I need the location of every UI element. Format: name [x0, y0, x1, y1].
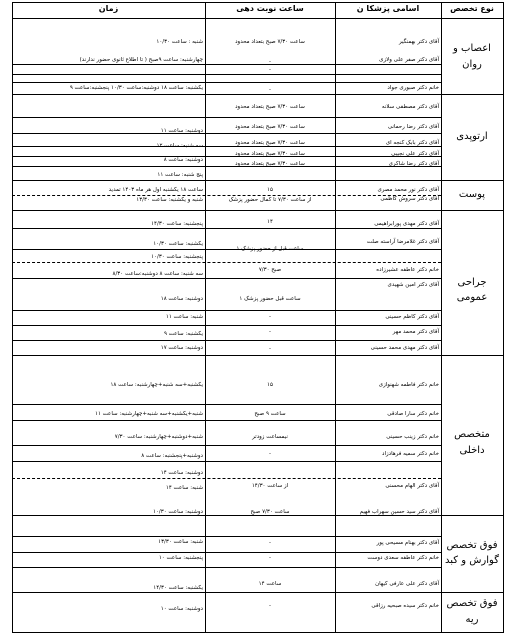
specialty-4: متخصص داخلی — [454, 429, 490, 456]
time-slot: دوشنبه+پنجشنبه: ساعت ۸ — [141, 453, 203, 459]
visit-hours: ساعت ۱۴ — [258, 581, 282, 587]
doctor-name: آقای دکتر کاظم حسینی — [385, 314, 439, 320]
time-slot: شنبه+دوشنبه+چهارشنبه: ساعت ۷/۳۰ — [114, 434, 203, 440]
row-rule — [12, 567, 441, 568]
row-rule — [12, 404, 441, 405]
header-specialty: نوع تخصص — [450, 4, 494, 13]
time-slot: شنبه : ساعت ۱۰/۳۰ — [156, 39, 203, 45]
row-rule-dashed — [12, 478, 441, 480]
time-slot: پنجشنبه: ساعت ۱۰ — [158, 555, 203, 561]
time-slot: شنبه و یکشنبه: ساعت ۱۳/۳۰ — [136, 197, 203, 203]
doctor-name: آقای دکتر غلامرضا آراسته صلت — [366, 239, 439, 245]
time-slot: شنبه: ساعت ۱۳/۳۰ — [158, 539, 203, 545]
doctor-name: خانم دکتر زینب حسینی — [386, 434, 439, 440]
visit-hours: ساعت ۷/۳۰ صبح — [250, 509, 290, 515]
visit-hours: - — [269, 346, 271, 352]
table-bottom-rule — [12, 632, 504, 633]
doctor-name: آقای دکتر رضا شاکری — [388, 161, 439, 167]
visit-hours: - — [269, 540, 271, 546]
time-slot: دوشنبه: ساعت ۱۰/۳۰ — [153, 509, 203, 515]
visit-hours: - — [269, 555, 271, 561]
visit-hours: ساعت ۹ صبح — [254, 411, 286, 417]
doctor-name: آقای دکتر نور محمد مصری — [377, 187, 439, 193]
visit-hours: - — [269, 314, 271, 320]
doctor-name: آقای دکتر مهدی پورابراهیمی — [374, 221, 439, 227]
time-slot: دوشنبه: ساعت ۱۴ — [160, 470, 203, 476]
specialty-5: فوق تخصص گوارش و کبد — [445, 539, 499, 566]
row-rule — [12, 552, 441, 553]
visit-hours: - — [269, 67, 271, 73]
row-rule — [12, 340, 441, 341]
visit-hours: ساعت ۷/۳۰ صبح بتعداد محدود — [235, 140, 305, 146]
time-slot: دوشنبه: ساعت ۱۰ — [160, 606, 203, 612]
time-slot: ساعت ۱۸ یکشنبه اول هر ماه ۱۴۰۳ تمدید — [108, 187, 203, 193]
time-slot: چهارشنبه: ساعت ۹صبح ( تا اطلاع ثانوی حضور ندارند) — [79, 57, 203, 63]
column-rule — [335, 2, 336, 632]
header-visit-hours: ساعت نوبت دهی — [236, 4, 304, 13]
visit-hours: ساعت ۷/۳۰ صبح بتعداد محدود — [235, 151, 305, 157]
column-rule — [205, 2, 206, 632]
specialty-0: اعصاب و روان — [453, 43, 491, 70]
doctor-name: آقای دکتر علی عارفی کیهان — [375, 581, 439, 587]
doctor-name: آقای دکتر علی نجیبی — [391, 151, 439, 157]
time-slot: سه شنبه: ساعت ۱۲ — [156, 143, 203, 149]
row-rule — [12, 82, 441, 83]
doctor-name: خانم دکتر سارا صادقی — [387, 411, 439, 417]
row-rule — [12, 117, 441, 118]
visit-hours: ساعت ۷/۳۰ صبح بتعداد محدود — [235, 39, 305, 45]
visit-hours: ۷/۳۰ صبح — [258, 267, 282, 273]
row-rule — [12, 325, 441, 326]
time-slot: یکشنبه: ساعت ۱۸ دوشنبه:ساعت ۱۰/۳۰ پنجشنبه:ساعت ۹ — [69, 85, 203, 91]
visit-hours: - — [269, 329, 271, 335]
time-slot: دوشنبه: ساعت ۱۸ — [160, 296, 203, 302]
doctor-name: خانم دکتر عاطفه سعدی دوست — [367, 555, 439, 561]
visit-hours: ۱۵ — [267, 187, 273, 193]
doctor-name: آقای دکتر مصطفی سلانه — [381, 104, 439, 110]
doctor-name: خانم دکتر سیده صبحیه رزاقی — [371, 603, 439, 609]
doctor-name: آقای دکتر سروش کاظمی — [380, 196, 439, 202]
visit-hours: - — [269, 603, 271, 609]
header-doctors: اسامی پزشکا ن — [356, 4, 420, 13]
time-slot: دوشنبه: ساعت ۱۷ — [160, 345, 203, 351]
doctor-name: آقای دکتر رضا رحمانی — [387, 124, 439, 130]
doctor-name: آقای دکتر مهدی محمد حسینی — [370, 345, 439, 351]
doctor-name: آقای دکتر سید حسین سهراب فهیم — [359, 509, 439, 515]
time-slot: یکشنبه: ساعت ۹ — [163, 331, 203, 337]
time-slot: دوشنبه: ساعت ۸ — [163, 157, 203, 163]
visit-hours: - — [269, 451, 271, 457]
doctor-name: خانم دکتر سمیه فرهادزاد — [382, 451, 439, 457]
visit-hours: نیمساعت زودتر — [252, 434, 288, 440]
group-rule — [12, 355, 504, 356]
row-rule — [12, 445, 441, 446]
group-rule — [12, 180, 504, 181]
group-rule — [12, 210, 504, 211]
doctor-name: آقای دکتر محمد مهر — [392, 329, 439, 335]
doctor-name: آقای دکتر صفر علی ولازی — [379, 57, 439, 63]
time-slot: یکشنبه: ساعت ۱۴/۳۰ — [153, 585, 203, 591]
visit-hours: ساعت ۷/۳۰ صبح بتعداد محدود — [235, 124, 305, 130]
time-slot: دوشنبه: ساعت ۱۱ — [160, 128, 203, 134]
row-rule-dashed — [12, 262, 441, 264]
specialty-2: پوست — [458, 189, 486, 200]
column-rule — [12, 2, 13, 632]
time-slot: شنبه: ساعت ۱۱ — [165, 314, 203, 320]
time-slot: یکشنبه+سه شنبه+چهارشنبه: ساعت ۱۸ — [110, 382, 203, 388]
time-slot: شنبه: ساعت ۱۴ — [165, 485, 203, 491]
specialty-1: ارتوپدی — [456, 131, 488, 142]
doctor-name: خانم دکتر صبوری جواد — [387, 85, 439, 91]
visit-hours: ۱۴ — [267, 219, 273, 225]
row-rule — [12, 310, 441, 311]
visit-hours: ساعت ۷/۳۰ صبح بتعداد محدود — [235, 161, 305, 167]
specialty-6: فوق تخصص ریه — [446, 598, 498, 625]
doctor-name: خانم دکتر فاطمه شهنوازی — [378, 382, 439, 388]
time-slot: پنجشنبه: ساعت ۱۴/۳۰ — [151, 221, 203, 227]
row-rule — [12, 461, 441, 462]
header-time: زمان — [98, 4, 119, 13]
doctor-name: آقای دکتر بابک کنجه ای — [385, 140, 439, 146]
time-slot: پنج شنبه: ساعت ۱۱ — [157, 172, 203, 178]
doctor-name: آقای دکتر بهنام مسیحی پور — [376, 540, 439, 546]
visit-hours: ۱ ساعت قبل از حضور پزشک — [236, 246, 304, 252]
visit-hours: ۱ ساعت قبل حضور پزشک — [239, 296, 301, 302]
visit-hours: از ساعت ۱۴/۳۰ — [251, 483, 289, 489]
visit-hours: از ساعت ۷/۳۰ تا کمال حضور پزشک — [228, 197, 312, 203]
row-rule — [12, 420, 441, 421]
doctor-name: خانم دکتر عاطفه عشیرزاده — [376, 267, 439, 273]
visit-hours: ۱۵ — [267, 382, 273, 388]
header-rule — [12, 18, 504, 19]
doctor-name: آقای دکتر بهمنگیر — [398, 39, 439, 45]
visit-hours: ساعت ۷/۳۰ صبح بتعداد محدود — [235, 104, 305, 110]
time-slot: پنجشنبه: ساعت ۱۰/۳۰ — [151, 254, 203, 260]
specialty-3: جراحی عمومی — [456, 276, 488, 303]
table-top-rule — [12, 2, 504, 3]
visit-hours: - — [269, 59, 271, 65]
visit-hours: - — [269, 87, 271, 93]
row-rule — [12, 536, 441, 537]
doctor-name: آقای دکتر الهام محسنی — [385, 483, 439, 489]
time-slot: شنبه+یکشنبه+سه شنبه+چهارشنبه: ساعت ۱۱ — [94, 411, 203, 417]
time-slot: سه شنبه: ساعت ۸ دوشنبه:ساعت ۸/۳۰ — [112, 271, 203, 277]
time-slot: یکشنبه: ساعت ۱۰/۳۰ — [153, 241, 203, 247]
column-rule — [503, 2, 504, 632]
doctor-name: آقای دکتر امین شهیدی — [387, 282, 439, 288]
